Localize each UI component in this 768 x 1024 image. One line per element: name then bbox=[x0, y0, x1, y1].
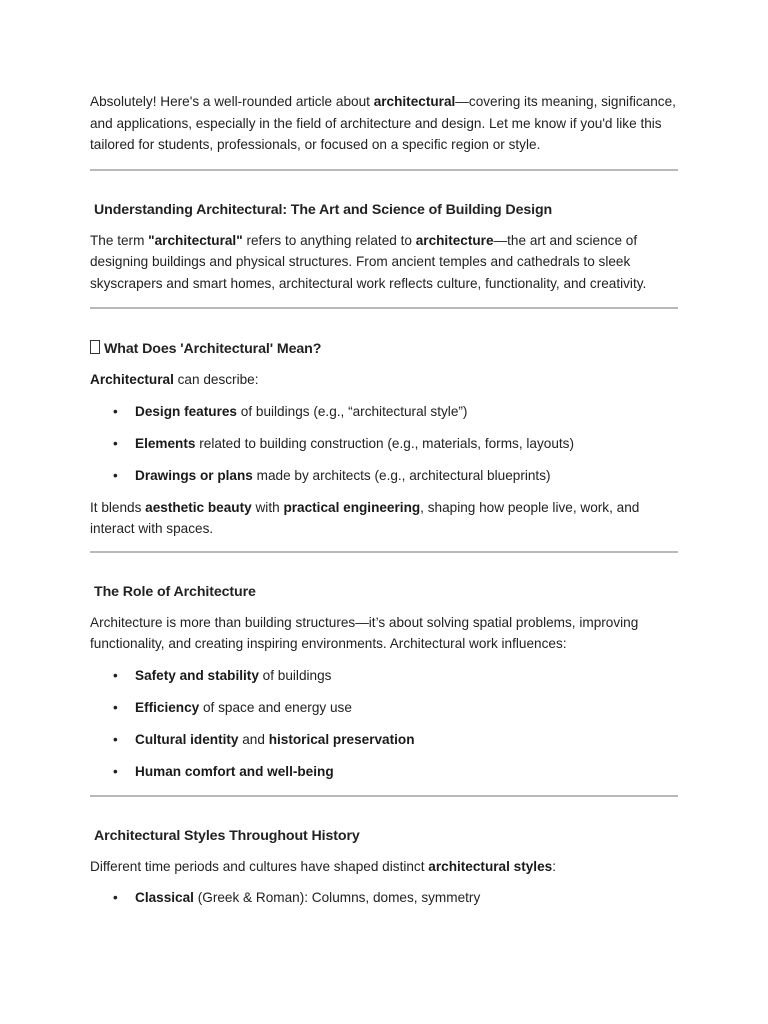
section1-paragraph: The term "architectural" refers to anything related to architecture—the art and science of designing buildings and physical structures. From ancient temples and cathedrals to sleek skyscrapers and smart homes, architectural work reflects culture, functionality, and creativity. bbox=[90, 232, 647, 291]
intro-paragraph: Absolutely! Here's a well-rounded article about architectural—covering its meaning, significance, and applications, especially in the field of architecture and design. Let me know if you'd like this tailored for students, professionals, or focused on a specific region or style. bbox=[90, 94, 676, 152]
list-item: • Elements related to building construction (e.g., materials, forms, layouts) bbox=[90, 433, 678, 454]
list-item: • Classical (Greek & Roman): Columns, domes, symmetry bbox=[90, 887, 678, 908]
section3-list bbox=[90, 665, 678, 782]
divider-4 bbox=[90, 795, 678, 797]
section1-heading: Understanding Architectural: The Art and Science of Building Design bbox=[94, 201, 553, 218]
section4-paragraph: Different time periods and cultures have shaped distinct architectural styles: bbox=[90, 858, 556, 874]
section3-heading: The Role of Architecture bbox=[94, 583, 256, 600]
article-body bbox=[90, 91, 678, 908]
section4-list bbox=[90, 887, 678, 908]
divider-1 bbox=[90, 169, 678, 171]
list-item: • Human comfort and well-being bbox=[90, 761, 678, 782]
section2-closing: It blends aesthetic beauty with practical engineering, shaping how people live, work, and interact with spaces. bbox=[90, 499, 640, 536]
section3-paragraph: Architecture is more than building structures—it’s about solving spatial problems, improving functionality, and creating inspiring environments. Architectural work influences: bbox=[90, 614, 639, 651]
missing-glyph-icon bbox=[90, 340, 100, 354]
list-item: • Drawings or plans made by architects (e.g., architectural blueprints) bbox=[90, 465, 678, 486]
list-item: • Efficiency of space and energy use bbox=[90, 697, 678, 718]
section4-heading: Architectural Styles Throughout History bbox=[94, 827, 360, 844]
section2-heading: What Does 'Architectural' Mean? bbox=[90, 340, 678, 357]
list-item: • Design features of buildings (e.g., “architectural style”) bbox=[90, 401, 678, 422]
list-item: • Cultural identity and historical preservation bbox=[90, 729, 678, 750]
divider-3 bbox=[90, 551, 678, 553]
section2-lead: Architectural can describe: bbox=[90, 372, 259, 387]
list-item: • Safety and stability of buildings bbox=[90, 665, 678, 686]
divider-2 bbox=[90, 307, 678, 309]
section2-list bbox=[90, 401, 678, 486]
